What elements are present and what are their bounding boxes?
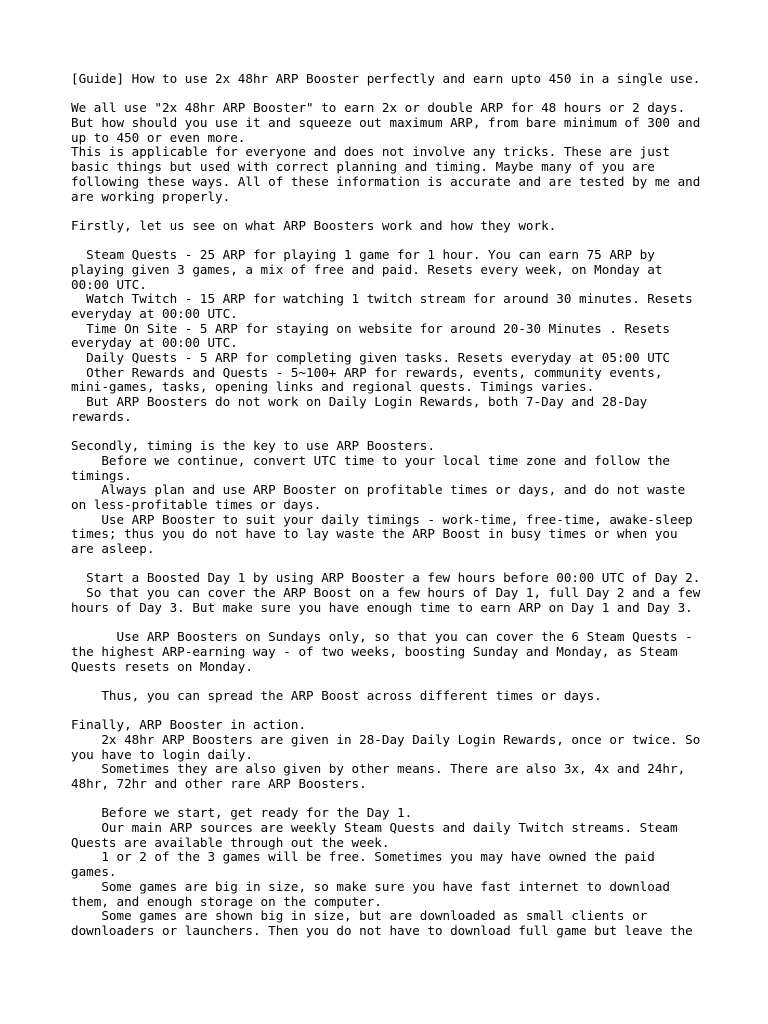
text-line: Secondly, timing is the key to use ARP Boosters. <box>71 438 435 454</box>
text-line: you have to login daily. <box>71 746 253 762</box>
text-line: Start a Boosted Day 1 by using ARP Booster a few hours before 00:00 UTC of Day 2. <box>71 570 701 586</box>
text-line: Other Rewards and Quests - 5~100+ ARP for rewards, events, community events, <box>71 364 663 380</box>
text-line: games. <box>71 864 117 880</box>
text-line: hours of Day 3. But make sure you have enough time to earn ARP on Day 1 and Day 3. <box>71 599 693 615</box>
text-line: Finally, ARP Booster in action. <box>71 717 307 733</box>
text-line: Before we start, get ready for the Day 1. <box>71 805 413 821</box>
text-line: playing given 3 games, a mix of free and paid. Resets every week, on Monday at <box>71 261 663 277</box>
text-line: Thus, you can spread the ARP Boost across different times or days. <box>71 687 602 703</box>
text-line <box>71 615 711 630</box>
text-line: downloaders or launchers. Then you do not have to download full game but leave the <box>71 922 693 938</box>
text-line: rewards. <box>71 408 132 424</box>
text-line: times; thus you do not have to lay waste the ARP Boost in busy times or when you <box>71 526 678 542</box>
text-line <box>71 704 711 719</box>
text-line: are asleep. <box>71 541 155 556</box>
text-line <box>71 557 711 572</box>
text-line: Time On Site - 5 ARP for staying on website for around 20-30 Minutes . Resets <box>71 320 670 336</box>
text-line: This is applicable for everyone and does not involve any tricks. These are just <box>71 144 670 160</box>
text-line: basic things but used with correct planning and timing. Maybe many of you are <box>71 159 655 175</box>
text-line: everyday at 00:00 UTC. <box>71 306 238 321</box>
text-line: everyday at 00:00 UTC. <box>71 335 238 351</box>
text-line: Sometimes they are also given by other means. There are also 3x, 4x and 24hr, <box>71 761 686 777</box>
text-line: Use ARP Boosters on Sundays only, so that you can cover the 6 Steam Quests - <box>71 629 693 645</box>
text-line: mini-games, tasks, opening links and regional quests. Timings varies. <box>71 379 595 395</box>
text-line: Firstly, let us see on what ARP Boosters work and how they work. <box>71 217 557 233</box>
text-line: 1 or 2 of the 3 games will be free. Sometimes you may have owned the paid <box>71 849 655 865</box>
text-line: Some games are big in size, so make sure you have fast internet to download <box>71 878 670 894</box>
text-line: are working properly. <box>71 188 231 204</box>
text-line: Before we continue, convert UTC time to your local time zone and follow the <box>71 452 670 468</box>
text-line <box>71 792 711 807</box>
text-line: Daily Quests - 5 ARP for completing given tasks. Resets everyday at 05:00 UTC <box>71 350 670 366</box>
text-line <box>71 87 711 102</box>
text-line: Quests resets on Monday. <box>71 658 253 674</box>
text-line: So that you can cover the ARP Boost on a few hours of Day 1, full Day 2 and a few <box>71 585 701 601</box>
text-line: 2x 48hr ARP Boosters are given in 28-Day Daily Login Rewards, once or twice. So <box>71 731 701 747</box>
text-line <box>71 674 711 689</box>
document-page <box>71 72 711 939</box>
text-line: following these ways. All of these information is accurate and are tested by me and <box>71 173 701 189</box>
text-line: 00:00 UTC. <box>71 276 147 292</box>
text-line: Steam Quests - 25 ARP for playing 1 game for 1 hour. You can earn 75 ARP by <box>71 247 655 263</box>
text-line: [Guide] How to use 2x 48hr ARP Booster perfectly and earn upto 450 in a single use. <box>71 71 701 86</box>
text-line: Use ARP Booster to suit your daily timings - work-time, free-time, awake-sleep <box>71 511 693 527</box>
text-line <box>71 204 711 219</box>
text-line: Quests are available through out the week. <box>71 834 390 850</box>
text-line: But how should you use it and squeeze out maximum ARP, from bare minimum of 300 and <box>71 115 701 131</box>
text-line: timings. <box>71 467 132 483</box>
text-line: Some games are shown big in size, but are downloaded as small clients or <box>71 908 648 924</box>
text-line <box>71 234 711 249</box>
text-line: Our main ARP sources are weekly Steam Quests and daily Twitch streams. Steam <box>71 820 678 836</box>
text-line: the highest ARP-earning way - of two weeks, boosting Sunday and Monday, as Steam <box>71 643 678 659</box>
text-line: them, and enough storage on the computer. <box>71 893 382 909</box>
text-line: up to 450 or even more. <box>71 129 246 145</box>
text-line: We all use "2x 48hr ARP Booster" to earn 2x or double ARP for 48 hours or 2 days. <box>71 100 686 116</box>
text-line <box>71 425 711 440</box>
text-line: 48hr, 72hr and other rare ARP Boosters. <box>71 776 367 791</box>
text-line: But ARP Boosters do not work on Daily Login Rewards, both 7-Day and 28-Day <box>71 394 648 410</box>
text-line: Always plan and use ARP Booster on profitable times or days, and do not waste <box>71 482 686 498</box>
text-line: Watch Twitch - 15 ARP for watching 1 twitch stream for around 30 minutes. Resets <box>71 291 693 307</box>
text-line: on less-profitable times or days. <box>71 496 322 512</box>
